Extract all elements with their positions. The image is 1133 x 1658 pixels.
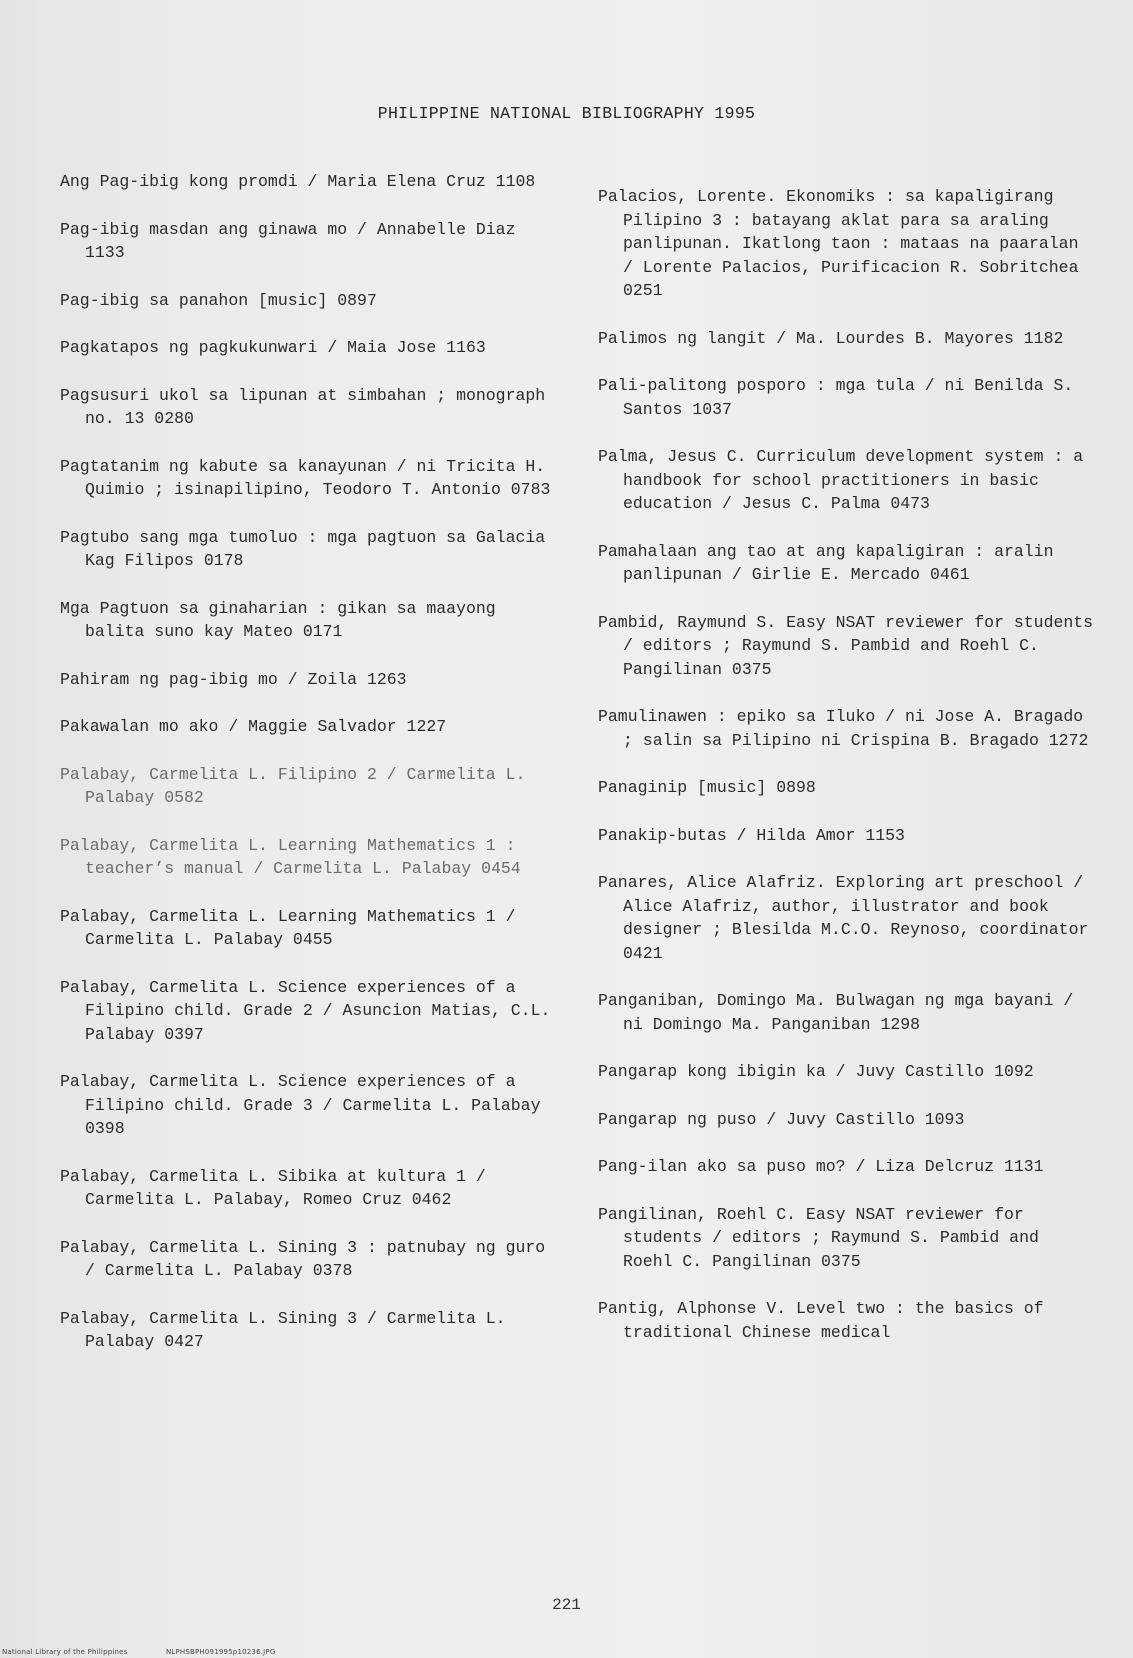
bibliography-entry: Panakip-butas / Hilda Amor 1153 — [598, 825, 905, 845]
bibliography-entry: Palabay, Carmelita L. Science experiences of a Filipino child. Grade 2 / Asuncion Matias, C.L. Palabay 0397 — [60, 977, 551, 1044]
bibliography-entry: Palabay, Carmelita L. Learning Mathematics 1 : teacher’s manual / Carmelita L. Palabay 0454 — [60, 835, 521, 878]
bibliography-entry: Pangilinan, Roehl C. Easy NSAT reviewer for students / editors ; Raymund S. Pambid and Roehl C. Pangilinan 0375 — [598, 1204, 1039, 1271]
bibliography-entry: Pag-ibig sa panahon [music] 0897 — [60, 290, 377, 310]
bibliography-entry: Palabay, Carmelita L. Learning Mathematics 1 / Carmelita L. Palabay 0455 — [60, 906, 516, 949]
bibliography-entry: Mga Pagtuon sa ginaharian : gikan sa maayong balita suno kay Mateo 0171 — [60, 598, 496, 641]
footer-library: National Library of the Philippines — [2, 1648, 128, 1656]
left-column — [60, 170, 560, 1378]
show-through-text — [560, 155, 577, 199]
bibliography-entry: Palabay, Carmelita L. Filipino 2 / Carmelita L. Palabay 0582 — [60, 764, 526, 807]
bibliography-entry: Palabay, Carmelita L. Sining 3 / Carmelita L. Palabay 0427 — [60, 1308, 506, 1351]
bibliography-entry: Pagsusuri ukol sa lipunan at simbahan ; monograph no. 13 0280 — [60, 385, 546, 428]
bibliography-entry: Pag-ibig masdan ang ginawa mo / Annabelle Diaz 1133 — [60, 219, 516, 262]
bibliography-entry: Pangarap kong ibigin ka / Juvy Castillo 1092 — [598, 1062, 1034, 1081]
bibliography-entry: Pagtatanim ng kabute sa kanayunan / ni Tricita H. Quimio ; isinapilipino, Teodoro T. Antonio 0783 — [60, 456, 551, 499]
bibliography-entry: Panganiban, Domingo Ma. Bulwagan ng mga bayani / ni Domingo Ma. Panganiban 1298 — [598, 991, 1074, 1034]
bibliography-entry: Pantig, Alphonse V. Level two : the basics of traditional Chinese medical — [598, 1299, 1044, 1342]
bibliography-entry: Pali-palitong posporo : mga tula / ni Benilda S. Santos 1037 — [598, 376, 1074, 419]
bibliography-entry: Pamahalaan ang tao at ang kapaligiran : aralin panlipunan / Girlie E. Mercado 0461 — [598, 541, 1054, 584]
bibliography-entry: Palimos ng langit / Ma. Lourdes B. Mayores 1182 — [598, 328, 1064, 348]
bibliography-entry: Palacios, Lorente. Ekonomiks : sa kapaligirang Pilipino 3 : batayang aklat para sa araling panlipunan. Ikatlong taon : mataas na paaralan / Lorente Palacios, Purificacion R. Sobritchea 0251 — [598, 187, 1079, 300]
bibliography-entry: Panares, Alice Alafriz. Exploring art preschool / Alice Alafriz, author, illustrator and book designer ; Blesilda M.C.O. Reynoso, coordinator 0421 — [598, 873, 1089, 963]
page-title: PHILIPPINE NATIONAL BIBLIOGRAPHY 1995 — [377, 104, 756, 123]
bibliography-entry: Ang Pag-ibig kong promdi / Maria Elena Cruz 1108 — [60, 172, 536, 191]
bibliography-entry: Pahiram ng pag-ibig mo / Zoila 1263 — [60, 669, 407, 689]
right-column — [598, 185, 1098, 1368]
bibliography-entry: Pagtubo sang mga tumoluo : mga pagtuon sa Galacia Kag Filipos 0178 — [60, 527, 546, 570]
bibliography-entry: Palabay, Carmelita L. Sibika at kultura 1 / Carmelita L. Palabay, Romeo Cruz 0462 — [60, 1166, 486, 1209]
bibliography-entry: Pang-ilan ako sa puso mo? / Liza Delcruz 1131 — [598, 1157, 1044, 1176]
bibliography-entry: Pambid, Raymund S. Easy NSAT reviewer for students / editors ; Raymund S. Pambid and Roehl C. Pangilinan 0375 — [598, 612, 1094, 679]
bibliography-entry: Pagkatapos ng pagkukunwari / Maia Jose 1163 — [60, 338, 486, 357]
page-number: 221 — [552, 1596, 581, 1614]
bibliography-entry: Palma, Jesus C. Curriculum development system : a handbook for school practitioners in basic education / Jesus C. Palma 0473 — [598, 447, 1084, 513]
footer-filename: NLPHSBPH091995p10236.JPG — [165, 1648, 276, 1656]
bibliography-entry: Pakawalan mo ako / Maggie Salvador 1227 — [60, 717, 447, 736]
bibliography-entry: Panaginip [music] 0898 — [598, 778, 816, 797]
bibliography-entry: Palabay, Carmelita L. Science experiences of a Filipino child. Grade 3 / Carmelita L. Palabay 0398 — [60, 1072, 541, 1138]
bibliography-entry: Pangarap ng puso / Juvy Castillo 1093 — [598, 1109, 965, 1129]
scan-footer — [2, 1648, 311, 1656]
bibliography-entry: Pamulinawen : epiko sa Iluko / ni Jose A. Bragado ; salin sa Pilipino ni Crispina B. Bragado 1272 — [598, 707, 1089, 750]
bibliography-entry: Palabay, Carmelita L. Sining 3 : patnubay ng guro / Carmelita L. Palabay 0378 — [60, 1237, 546, 1280]
